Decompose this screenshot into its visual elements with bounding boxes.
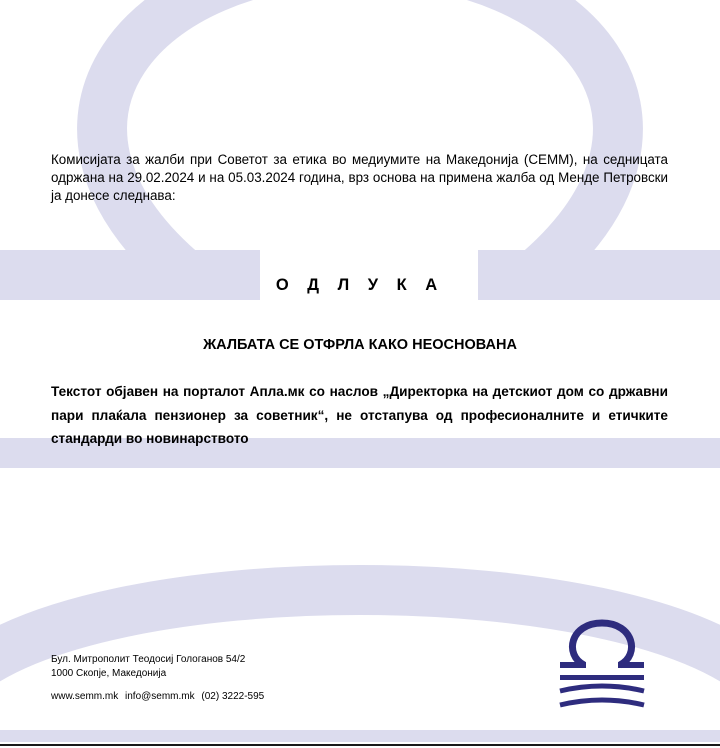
footer-contacts — [51, 691, 264, 702]
decision-text: Текстот објавен на порталот Апла.мк со наслов „Директорка на детскиот дом со државни пари плаќала пензионер за советник“, не отстапува од професионалните и етичките стандарди во новинарството — [51, 384, 668, 446]
bottom-divider — [0, 744, 720, 746]
website-link[interactable]: www.semm.mk — [51, 691, 119, 702]
intro-paragraph: Комисијата за жалби при Советот за етика во медиумите на Македонија (СЕММ), на седницата одржана на 29.02.2024 и на 05.03.2024 година, врз основа на примена жалба од Менде Петровски ја донесе следнава: — [51, 152, 668, 203]
address-line-street: Бул. Митрополит Теодосиј Гологанов 54/2 — [51, 654, 246, 665]
ruling-heading: ЖАЛБАТА СЕ ОТФРЛА КАКО НЕОСНОВАНА — [203, 337, 517, 353]
phone-number: (02) 3222-595 — [201, 691, 265, 702]
footer-address — [51, 653, 245, 680]
scales-logo-icon — [556, 617, 648, 712]
decision-title: О Д Л У К А — [275, 276, 445, 294]
email-link[interactable]: info@semm.mk — [125, 691, 195, 702]
address-line-city: 1000 Скопје, Македонија — [51, 667, 167, 679]
